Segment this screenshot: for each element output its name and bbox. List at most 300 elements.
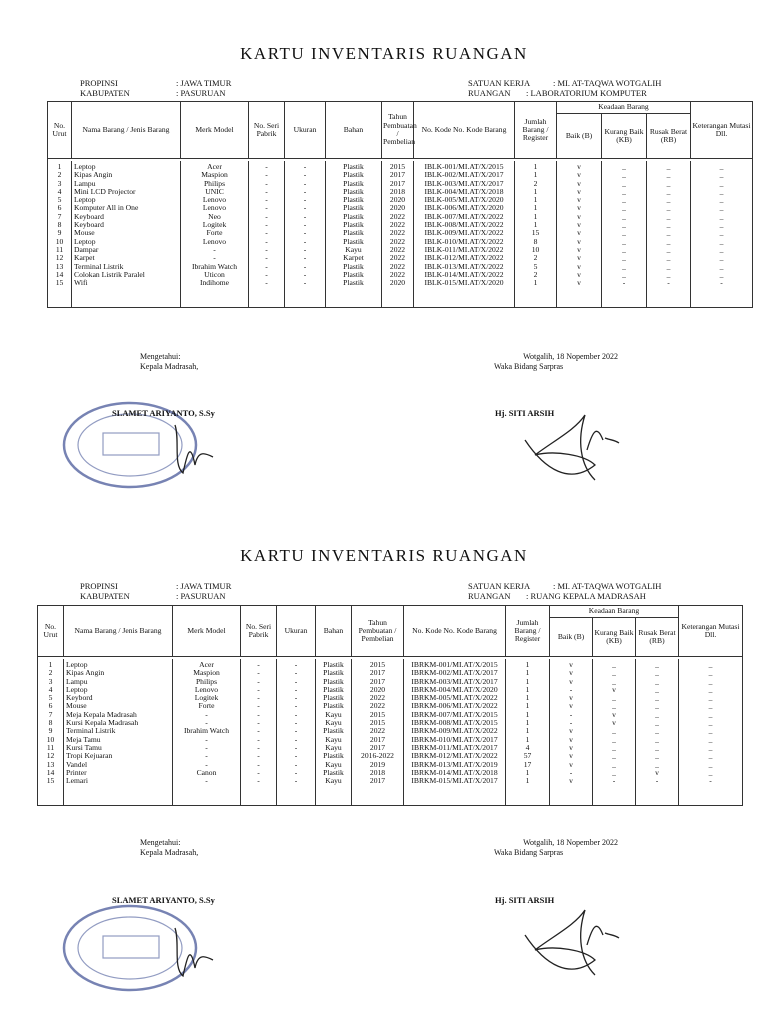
table-cell: -	[277, 752, 316, 760]
table-row	[48, 171, 753, 179]
table-cell-empty	[515, 287, 557, 308]
table-cell: -	[277, 719, 316, 727]
col-no: No. Urut	[38, 606, 64, 657]
table-cell: -	[285, 271, 326, 279]
table-row	[38, 669, 743, 677]
table-row	[38, 659, 743, 669]
table-cell-keterangan: _	[691, 180, 753, 188]
table-row	[38, 777, 743, 785]
table-footer-space	[48, 287, 753, 308]
table-cell: IBLK-002/MI.AT/X/2017	[414, 171, 515, 179]
header-right	[468, 581, 661, 601]
table-cell-empty	[277, 785, 316, 806]
table-cell: -	[285, 196, 326, 204]
table-cell: Kipas Angin	[72, 171, 181, 179]
propinsi-label: PROPINSI	[80, 78, 118, 88]
col-nama: Nama Barang / Jenis Barang	[64, 606, 173, 657]
table-cell: Komputer All in One	[72, 204, 181, 212]
table-cell: IBLK-007/MI.AT/X/2022	[414, 213, 515, 221]
table-cell: 1	[515, 196, 557, 204]
table-cell: 5	[38, 694, 64, 702]
signature-icon	[515, 410, 625, 490]
table-cell: Plastik	[326, 161, 382, 171]
table-cell: -	[593, 777, 636, 785]
table-cell: _	[647, 221, 691, 229]
col-kode: No. Kode No. Kode Barang	[404, 606, 506, 657]
table-cell-empty	[691, 287, 753, 308]
table-cell: -	[285, 246, 326, 254]
table-cell: Vandel	[64, 761, 173, 769]
table-cell: 15	[38, 777, 64, 785]
table-cell-keterangan: _	[679, 736, 743, 744]
table-cell: _	[593, 761, 636, 769]
table-cell: v	[557, 246, 602, 254]
table-cell: Keyboard	[72, 221, 181, 229]
table-cell: _	[602, 221, 647, 229]
table-cell: v	[593, 686, 636, 694]
table-cell-empty	[241, 785, 277, 806]
table-cell-keterangan: _	[679, 761, 743, 769]
table-cell: IBLK-015/MI.AT/X/2020	[414, 279, 515, 287]
table-cell: 1	[515, 279, 557, 287]
waka-label: Waka Bidang Sarpras	[494, 362, 564, 371]
table-cell: Acer	[181, 161, 249, 171]
kabupaten-value: : PASURUAN	[176, 591, 226, 601]
table-cell: _	[647, 238, 691, 246]
table-cell: _	[602, 204, 647, 212]
table-cell: v	[557, 188, 602, 196]
ruangan-label: RUANGAN	[468, 591, 511, 601]
table-cell: 2022	[382, 271, 414, 279]
table-cell: -	[241, 702, 277, 710]
table-cell: 1	[506, 769, 550, 777]
table-cell: Karpet	[72, 254, 181, 262]
table-cell-empty	[679, 785, 743, 806]
table-cell: 7	[48, 213, 72, 221]
table-cell-empty	[382, 287, 414, 308]
table-cell: 1	[506, 694, 550, 702]
col-tahun: Tahun Pembuatan / Pembelian	[382, 102, 414, 159]
table-cell: _	[602, 196, 647, 204]
table-cell: IBRKM-014/MI.AT/X/2018	[404, 769, 506, 777]
table-cell: Keyboard	[72, 213, 181, 221]
card-title: KARTU INVENTARIS RUANGAN	[240, 546, 528, 565]
table-cell: 1	[506, 736, 550, 744]
table-cell: 2017	[382, 171, 414, 179]
table-cell: -	[277, 736, 316, 744]
table-cell: -	[636, 777, 679, 785]
table-cell: 1	[48, 161, 72, 171]
table-cell: _	[647, 254, 691, 262]
table-cell: -	[241, 711, 277, 719]
table-cell: Leptop	[72, 161, 181, 171]
table-cell: 2	[515, 254, 557, 262]
table-cell: _	[602, 229, 647, 237]
table-cell: -	[285, 161, 326, 171]
table-cell-keterangan: _	[691, 246, 753, 254]
table-cell: IBRKM-013/MI.AT/X/2019	[404, 761, 506, 769]
table-cell: IBRKM-011/MI.AT/X/2017	[404, 744, 506, 752]
table-cell: -	[249, 229, 285, 237]
table-cell: -	[241, 761, 277, 769]
table-cell: -	[550, 769, 593, 777]
table-cell: v	[557, 213, 602, 221]
table-cell: Plastik	[326, 171, 382, 179]
table-cell: _	[647, 171, 691, 179]
table-row	[38, 736, 743, 744]
table-cell: 2022	[352, 727, 404, 735]
table-cell-keterangan: _	[691, 204, 753, 212]
table-cell: _	[647, 180, 691, 188]
table-cell: -	[285, 229, 326, 237]
table-cell-keterangan: -	[679, 777, 743, 785]
satuan-kerja-value: : MI. AT-TAQWA WOTGALIH	[553, 78, 662, 88]
table-cell: -	[249, 263, 285, 271]
table-cell: Plastik	[326, 271, 382, 279]
table-cell: 2016-2022	[352, 752, 404, 760]
table-cell: -	[249, 254, 285, 262]
table-cell: -	[249, 188, 285, 196]
table-row	[38, 694, 743, 702]
table-cell: 6	[48, 204, 72, 212]
sign-right-caption	[494, 352, 618, 372]
table-cell: IBLK-012/MI.AT/X/2022	[414, 254, 515, 262]
table-cell: Acer	[173, 659, 241, 669]
table-cell: 2020	[352, 686, 404, 694]
table-cell: _	[593, 769, 636, 777]
table-cell: 2015	[352, 711, 404, 719]
table-cell: 2020	[382, 196, 414, 204]
table-row	[48, 196, 753, 204]
table-cell: 3	[38, 678, 64, 686]
table-cell: Ibrahim Watch	[173, 727, 241, 735]
table-row	[48, 238, 753, 246]
table-cell: Logitek	[173, 694, 241, 702]
col-jumlah: Jumlah Barang / Register	[515, 102, 557, 159]
table-cell: 2019	[352, 761, 404, 769]
table-cell: v	[557, 204, 602, 212]
table-cell: -	[249, 161, 285, 171]
table-cell: 3	[48, 180, 72, 188]
table-cell: _	[602, 254, 647, 262]
table-cell: -	[285, 204, 326, 212]
table-cell: Plastik	[326, 221, 382, 229]
col-ukuran: Ukuran	[285, 102, 326, 159]
table-cell-empty	[593, 785, 636, 806]
table-cell-keterangan: _	[679, 678, 743, 686]
table-cell: -	[285, 221, 326, 229]
propinsi-value: : JAWA TIMUR	[176, 78, 232, 88]
table-cell: Philips	[173, 678, 241, 686]
col-baik: Baik (B)	[557, 114, 602, 159]
table-cell: IBRKM-009/MI.AT/X/2022	[404, 727, 506, 735]
table-row	[48, 161, 753, 171]
table-cell: Terminal Listrik	[72, 263, 181, 271]
table-cell: v	[557, 238, 602, 246]
table-cell: Dampar	[72, 246, 181, 254]
card-title: KARTU INVENTARIS RUANGAN	[240, 44, 528, 63]
table-cell: -	[241, 659, 277, 669]
table-cell: IBLK-011/MI.AT/X/2022	[414, 246, 515, 254]
table-cell: _	[647, 188, 691, 196]
table-cell: IBRKM-006/MI.AT/X/2022	[404, 702, 506, 710]
table-cell: Leptop	[64, 686, 173, 694]
table-cell: Plastik	[316, 727, 352, 735]
table-cell: Kayu	[316, 711, 352, 719]
table-cell: IBLK-006/MI.AT/X/2020	[414, 204, 515, 212]
table-cell: _	[593, 702, 636, 710]
table-cell: Kipas Angin	[64, 669, 173, 677]
table-row	[48, 279, 753, 287]
table-cell: _	[647, 196, 691, 204]
header-left	[80, 581, 231, 601]
col-merk: Merk Model	[181, 102, 249, 159]
table-cell: IBRKM-004/MI.AT/X/2020	[404, 686, 506, 694]
table-cell: -	[277, 744, 316, 752]
table-cell: 2018	[352, 769, 404, 777]
table-cell: -	[241, 727, 277, 735]
table-cell: v	[557, 229, 602, 237]
table-cell: IBLK-010/MI.AT/X/2022	[414, 238, 515, 246]
table-cell: -	[173, 744, 241, 752]
table-cell: 57	[506, 752, 550, 760]
table-cell-keterangan: _	[691, 238, 753, 246]
table-cell: 2015	[382, 161, 414, 171]
table-row	[48, 254, 753, 262]
table-cell-keterangan: _	[679, 694, 743, 702]
table-cell: -	[277, 727, 316, 735]
table-cell-keterangan: _	[679, 669, 743, 677]
right-signatory-name: Hj. SITI ARSIH	[495, 895, 555, 905]
table-cell: _	[593, 678, 636, 686]
satuan-kerja-label: SATUAN KERJA	[468, 78, 531, 88]
table-cell: 14	[48, 271, 72, 279]
table-cell: -	[173, 711, 241, 719]
table-cell: 10	[38, 736, 64, 744]
table-cell: _	[647, 263, 691, 271]
table-cell: _	[593, 727, 636, 735]
table-cell: IBRKM-012/MI.AT/X/2022	[404, 752, 506, 760]
col-merk: Merk Model	[173, 606, 241, 657]
table-cell: v	[550, 744, 593, 752]
table-cell: Kursi Kepala Madrasah	[64, 719, 173, 727]
table-cell: 1	[506, 719, 550, 727]
table-cell: -	[249, 196, 285, 204]
table-cell: _	[602, 246, 647, 254]
table-cell: 17	[506, 761, 550, 769]
table-cell: Tropi Kejuaran	[64, 752, 173, 760]
table-cell: 2015	[352, 719, 404, 727]
table-cell: -	[241, 694, 277, 702]
table-cell: v	[550, 669, 593, 677]
table-cell: -	[277, 686, 316, 694]
table-cell: 13	[48, 263, 72, 271]
table-cell: IBRKM-010/MI.AT/X/2017	[404, 736, 506, 744]
header-left	[80, 78, 231, 98]
table-cell: Plastik	[316, 694, 352, 702]
table-cell: Plastik	[316, 752, 352, 760]
table-cell: 8	[48, 221, 72, 229]
table-cell: IBLK-005/MI.AT/X/2020	[414, 196, 515, 204]
table-cell: 2	[48, 171, 72, 179]
table-cell: 1	[515, 161, 557, 171]
table-cell-keterangan: _	[691, 161, 753, 171]
table-cell: 1	[515, 171, 557, 179]
table-cell: -	[241, 669, 277, 677]
table-cell: 2017	[352, 678, 404, 686]
table-cell: _	[647, 229, 691, 237]
table-cell: 2	[38, 669, 64, 677]
table-cell: _	[602, 171, 647, 179]
table-cell-empty	[550, 785, 593, 806]
table-cell: _	[647, 246, 691, 254]
kepala-label: Kepala Madrasah,	[140, 848, 199, 857]
table-cell: Plastik	[326, 180, 382, 188]
left-signatory-name: SLAMET ARIYANTO, S.Sy	[112, 895, 215, 905]
table-cell: -	[277, 769, 316, 777]
table-cell-empty	[636, 785, 679, 806]
madrasah-stamp-icon	[55, 898, 225, 998]
table-cell: Maspion	[181, 171, 249, 179]
table-cell: _	[647, 271, 691, 279]
table-cell: _	[636, 702, 679, 710]
table-cell: 5	[48, 196, 72, 204]
table-cell: Lenovo	[181, 238, 249, 246]
col-bahan: Bahan	[326, 102, 382, 159]
table-cell: 1	[515, 221, 557, 229]
table-row	[38, 761, 743, 769]
col-keterangan: Keterangan Mutasi Dll.	[679, 606, 743, 657]
table-cell: -	[181, 246, 249, 254]
table-cell: Plastik	[316, 669, 352, 677]
table-cell: Lemari	[64, 777, 173, 785]
table-cell: Plastik	[326, 279, 382, 287]
table-cell: 2022	[382, 213, 414, 221]
table-row	[48, 221, 753, 229]
table-cell: 2022	[352, 694, 404, 702]
table-cell: v	[636, 769, 679, 777]
table-cell-empty	[326, 287, 382, 308]
table-cell: -	[277, 711, 316, 719]
table-cell: Plastik	[316, 702, 352, 710]
table-cell-keterangan: _	[691, 221, 753, 229]
table-cell: Kayu	[316, 777, 352, 785]
table-cell: -	[249, 279, 285, 287]
table-cell: Lampu	[64, 678, 173, 686]
place-date: Wotgalih, 18 Nopember 2022	[523, 838, 618, 847]
table-cell: _	[636, 711, 679, 719]
table-cell: 2017	[352, 777, 404, 785]
table-cell-keterangan: _	[691, 229, 753, 237]
table-cell: Plastik	[326, 238, 382, 246]
table-cell: Plastik	[326, 229, 382, 237]
table-cell: -	[249, 204, 285, 212]
satuan-kerja-label: SATUAN KERJA	[468, 581, 531, 591]
table-cell: Plastik	[316, 659, 352, 669]
table-cell: -	[285, 188, 326, 196]
table-cell: -	[241, 752, 277, 760]
table-cell: v	[550, 761, 593, 769]
table-cell: Lampu	[72, 180, 181, 188]
table-cell: IBLK-001/MI.AT/X/2015	[414, 161, 515, 171]
table-cell: IBRKM-005/MI.AT/X/2022	[404, 694, 506, 702]
table-cell-empty	[173, 785, 241, 806]
sign-right-caption	[494, 838, 618, 858]
table-cell: -	[277, 669, 316, 677]
table-cell: v	[550, 678, 593, 686]
mengetahui-label: Mengetahui:	[140, 838, 181, 847]
col-tahun: Tahun Pembuatan / Pembelian	[352, 606, 404, 657]
inventory-rows	[38, 659, 743, 806]
table-row	[38, 752, 743, 760]
table-cell: _	[602, 271, 647, 279]
ruangan-value: : LABORATORIUM KOMPUTER	[526, 88, 647, 98]
table-cell: Lenovo	[181, 204, 249, 212]
table-cell: Karpet	[326, 254, 382, 262]
table-cell: Leptop	[72, 238, 181, 246]
table-cell: 1	[506, 777, 550, 785]
ruangan-label: RUANGAN	[468, 88, 511, 98]
table-cell: -	[173, 719, 241, 727]
table-cell: _	[636, 744, 679, 752]
table-cell: -	[285, 180, 326, 188]
table-cell: 2022	[382, 238, 414, 246]
table-cell: 2017	[352, 744, 404, 752]
col-baik: Baik (B)	[550, 618, 593, 657]
table-cell: Kayu	[326, 246, 382, 254]
table-cell: 2	[515, 271, 557, 279]
table-cell: -	[241, 719, 277, 727]
table-cell: _	[636, 659, 679, 669]
table-cell: Meja Kepala Madrasah	[64, 711, 173, 719]
table-cell: Kayu	[316, 761, 352, 769]
table-cell: Plastik	[326, 204, 382, 212]
table-cell: 12	[38, 752, 64, 760]
table-cell: _	[636, 719, 679, 727]
table-cell: IBRKM-015/MI.AT/X/2017	[404, 777, 506, 785]
table-cell: Indihome	[181, 279, 249, 287]
table-cell: _	[647, 204, 691, 212]
kepala-label: Kepala Madrasah,	[140, 362, 199, 371]
table-cell: -	[277, 702, 316, 710]
table-cell: _	[593, 752, 636, 760]
table-cell: 2017	[352, 736, 404, 744]
table-cell: IBLK-004/MI.AT/X/2018	[414, 188, 515, 196]
table-cell-keterangan: _	[679, 719, 743, 727]
table-cell-empty	[404, 785, 506, 806]
table-cell-keterangan: _	[679, 769, 743, 777]
table-cell-empty	[602, 287, 647, 308]
table-cell: Keybord	[64, 694, 173, 702]
table-cell: _	[593, 659, 636, 669]
col-keadaan: Keadaan Barang	[557, 102, 691, 114]
table-cell: -	[277, 694, 316, 702]
table-cell: -	[277, 761, 316, 769]
table-cell: _	[636, 727, 679, 735]
table-cell: 2022	[382, 221, 414, 229]
table-cell: Forte	[181, 229, 249, 237]
mengetahui-label: Mengetahui:	[140, 352, 181, 361]
table-cell: v	[557, 279, 602, 287]
table-cell: -	[173, 761, 241, 769]
table-cell: 1	[506, 669, 550, 677]
table-cell: 5	[515, 263, 557, 271]
table-cell: v	[557, 196, 602, 204]
table-cell: v	[557, 221, 602, 229]
table-row	[38, 719, 743, 727]
table-footer-space	[38, 785, 743, 806]
table-cell: -	[241, 736, 277, 744]
